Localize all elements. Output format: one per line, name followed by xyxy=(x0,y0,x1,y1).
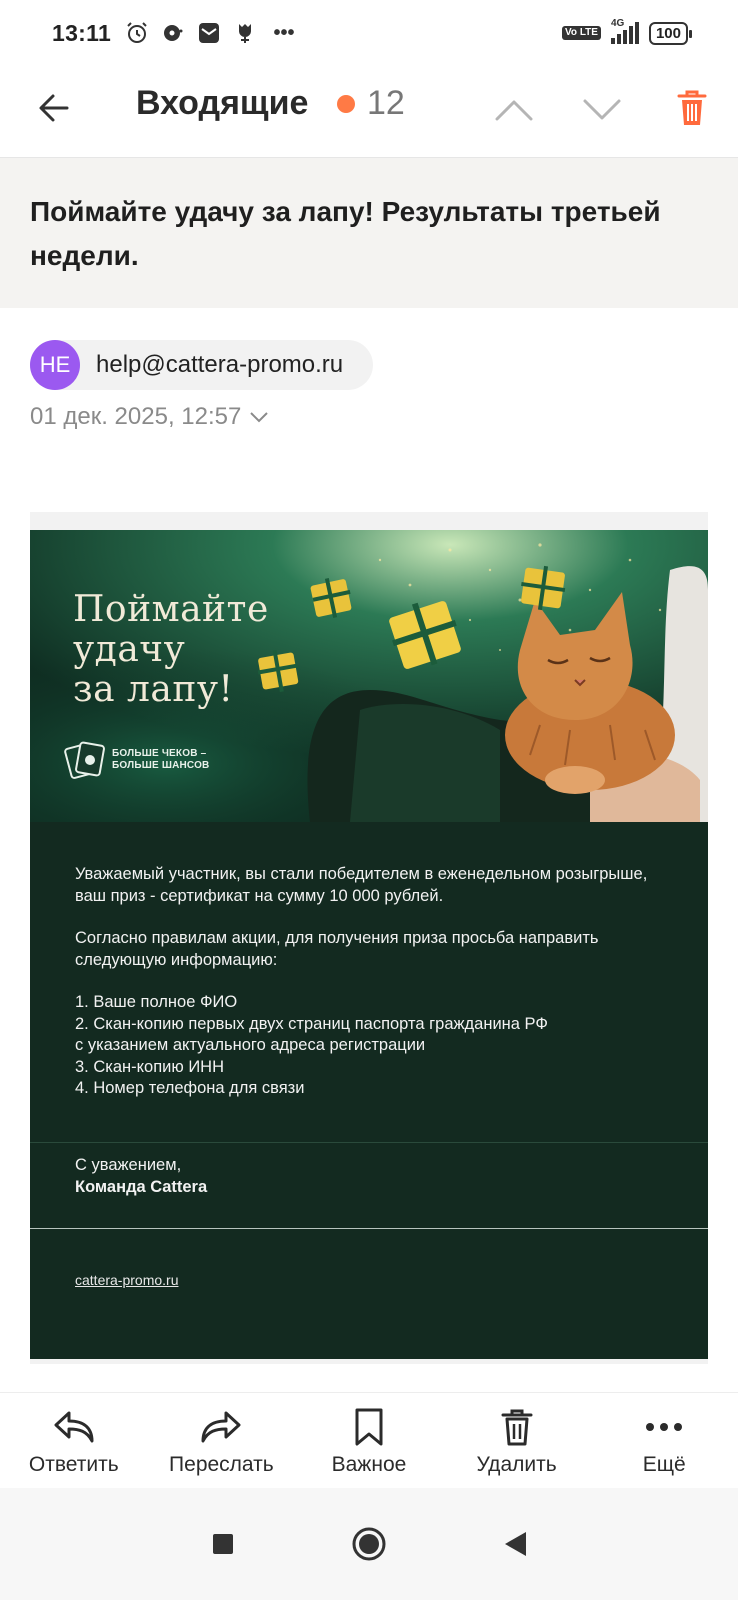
reply-button[interactable] xyxy=(0,1393,148,1488)
system-navigation xyxy=(0,1488,738,1600)
message-subject: Поймайте удачу за лапу! Результаты третьей недели. xyxy=(30,196,661,271)
delete-label: Удалить xyxy=(476,1453,557,1476)
trash-icon xyxy=(495,1405,539,1449)
forward-button[interactable] xyxy=(148,1393,296,1488)
tulip-icon xyxy=(233,21,257,45)
banner-title-line: Поймайте xyxy=(73,589,269,630)
reply-icon xyxy=(52,1405,96,1449)
trash-icon xyxy=(676,88,708,128)
unread-count: 12 xyxy=(367,84,405,122)
divider xyxy=(30,1142,708,1143)
next-message-button[interactable] xyxy=(578,86,626,134)
footer-link[interactable]: cattera-promo.ru xyxy=(75,1272,179,1288)
badge-line: БОЛЬШЕ ШАНСОВ xyxy=(112,760,210,771)
banner-title-line: удачу xyxy=(73,629,186,670)
message-date-row[interactable] xyxy=(30,403,269,431)
banner-title xyxy=(73,590,269,710)
unread-dot xyxy=(337,95,355,113)
important-button[interactable] xyxy=(295,1393,443,1488)
forward-icon xyxy=(199,1405,243,1449)
list-item: 2. Скан-копию первых двух страниц паспорта гражданина РФ xyxy=(75,1014,548,1033)
battery-indicator: 100 xyxy=(649,22,688,45)
volte-icon: Vo LTE xyxy=(562,26,601,40)
status-bar xyxy=(0,0,738,66)
divider xyxy=(30,1228,708,1229)
recents-button[interactable] xyxy=(205,1526,241,1562)
circle-icon xyxy=(351,1526,387,1562)
mail-notification-icon xyxy=(197,21,221,45)
bottom-action-bar xyxy=(0,1392,738,1488)
more-notifications-icon: ••• xyxy=(273,21,295,44)
paragraph-winner: Уважаемый участник, вы стали победителем в еженедельном розыгрыше, ваш приз - сертификат на сумму 10 000 рублей. xyxy=(75,865,648,905)
list-item: 4. Номер телефона для связи xyxy=(75,1079,305,1097)
subject-area xyxy=(0,158,738,308)
chevron-up-icon xyxy=(494,98,534,122)
arrow-left-icon xyxy=(37,91,71,125)
media-icon xyxy=(161,21,185,45)
bookmark-icon xyxy=(347,1405,391,1449)
more-icon xyxy=(642,1405,686,1449)
requirements-list xyxy=(75,992,675,1100)
message-date: 01 дек. 2025, 12:57 xyxy=(30,403,242,430)
home-button[interactable] xyxy=(351,1526,387,1562)
previous-message-button[interactable] xyxy=(490,86,538,134)
forward-label: Переслать xyxy=(169,1453,274,1476)
delete-message-button[interactable] xyxy=(670,84,714,132)
status-right xyxy=(562,18,688,45)
notification-icons xyxy=(125,21,299,45)
folder-title: Входящие xyxy=(136,84,309,122)
list-item: с указанием актуального адреса регистрации xyxy=(75,1036,426,1054)
email-content xyxy=(30,512,708,1364)
chevron-down-icon xyxy=(249,410,269,424)
paragraph-instructions: Согласно правилам акции, для получения приза просьба направить следующую информацию: xyxy=(75,929,599,969)
more-label: Ещё xyxy=(642,1453,686,1476)
avatar: HE xyxy=(30,340,80,390)
reply-label: Ответить xyxy=(28,1453,119,1476)
sender-email: help@cattera-promo.ru xyxy=(96,351,344,378)
badge-line: БОЛЬШЕ ЧЕКОВ – xyxy=(112,748,207,759)
signal-icon xyxy=(610,18,639,44)
badge-text xyxy=(112,748,209,772)
banner-badge xyxy=(112,748,209,772)
signature-regards: С уважением, xyxy=(75,1156,182,1174)
signature xyxy=(75,1154,207,1198)
signature-team: Команда Cattera xyxy=(75,1178,208,1196)
important-label: Важное xyxy=(331,1453,407,1476)
list-item: 1. Ваше полное ФИО xyxy=(75,993,238,1011)
alarm-icon xyxy=(125,21,149,45)
delete-button[interactable] xyxy=(443,1393,591,1488)
system-back-button[interactable] xyxy=(497,1526,533,1562)
list-item: 3. Скан-копию ИНН xyxy=(75,1057,225,1076)
promo-banner xyxy=(30,530,708,822)
back-button[interactable] xyxy=(34,88,74,128)
more-button[interactable] xyxy=(590,1393,738,1488)
chevron-down-icon xyxy=(582,98,622,122)
square-icon xyxy=(211,1532,235,1556)
triangle-back-icon xyxy=(502,1530,528,1558)
app-header xyxy=(0,66,738,158)
sender-chip[interactable] xyxy=(30,340,373,390)
banner-title-line: за лапу! xyxy=(73,669,234,710)
email-body-panel xyxy=(30,822,708,1359)
email-body-text xyxy=(75,864,675,1100)
status-time: 13:11 xyxy=(52,19,112,46)
network-type: 4G xyxy=(610,18,625,29)
